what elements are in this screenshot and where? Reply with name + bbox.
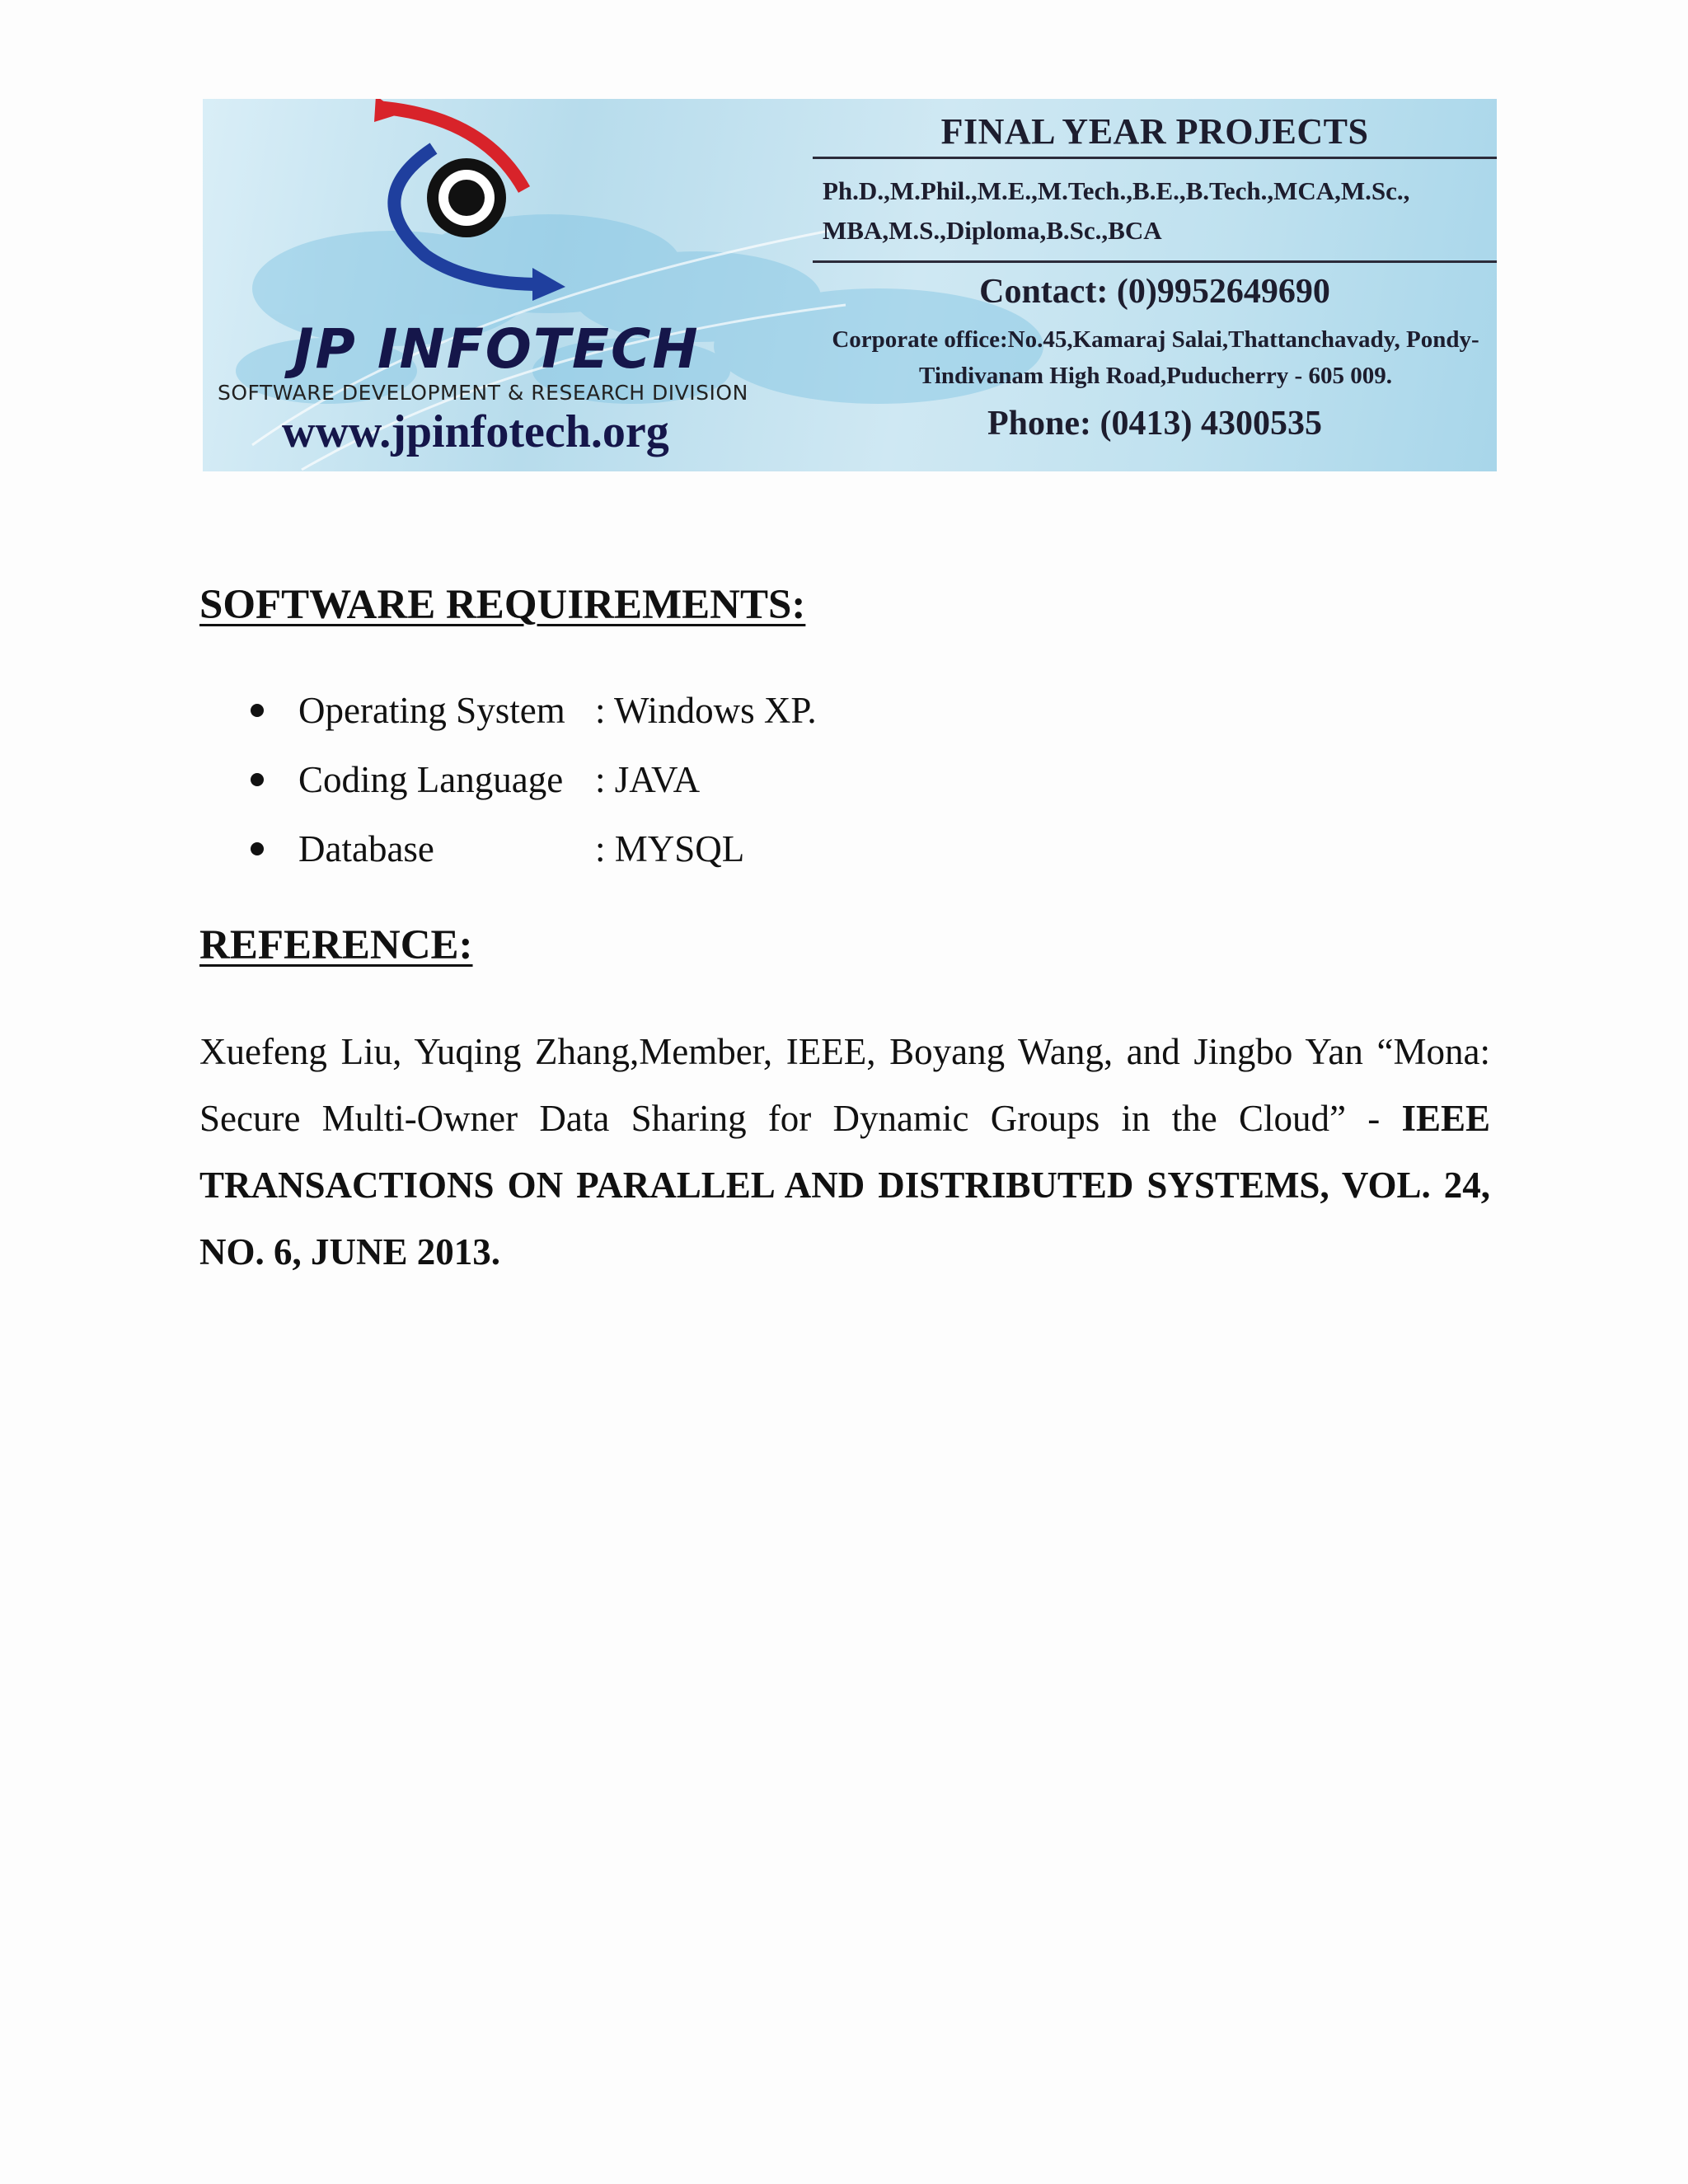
banner-divider xyxy=(813,260,1497,263)
software-requirements-heading: SOFTWARE REQUIREMENTS: xyxy=(199,582,806,628)
banner-address: Corporate office:No.45,Kamaraj Salai,Thattanchavady, Pondy-Tindivanam High Road,Puducherry - 605 009. xyxy=(832,326,1479,389)
reference-journal: IEEE TRANSACTIONS ON PARALLEL AND DISTRIBUTED SYSTEMS, VOL. 24, NO. 6, JUNE 2013. xyxy=(199,1098,1490,1272)
banner-phone: Phone: (0413) 4300535 xyxy=(987,405,1322,443)
requirement-value: : JAVA xyxy=(595,759,701,800)
requirement-label: Operating System xyxy=(298,690,565,731)
reference-paragraph xyxy=(199,1019,1490,1286)
bullet-icon xyxy=(251,842,264,855)
reference-citation: Xuefeng Liu, Yuqing Zhang,Member, IEEE, Boyang Wang, and Jingbo Yan “Mona: Secure Multi-Owner Data Sharing for Dynamic Groups in the Cloud” - xyxy=(199,1031,1490,1139)
requirement-value: : Windows XP. xyxy=(595,690,817,731)
logo-name: JP INFOTECH xyxy=(293,317,700,381)
banner-degrees: Ph.D.,M.Phil.,M.E.,M.Tech.,B.E.,B.Tech.,MCA,M.Sc., MBA,M.S.,Diploma,B.Sc.,BCA xyxy=(823,176,1410,245)
banner-divider xyxy=(813,157,1497,159)
header-banner xyxy=(203,99,1497,471)
eye-logo-icon xyxy=(326,99,574,313)
bullet-icon xyxy=(251,773,264,786)
requirement-label: Coding Language xyxy=(298,759,564,800)
website-url[interactable]: www.jpinfotech.org xyxy=(282,406,669,457)
bullet-icon xyxy=(251,704,264,717)
reference-heading: REFERENCE: xyxy=(199,922,473,968)
banner-title: FINAL YEAR PROJECTS xyxy=(940,111,1369,152)
logo-subtitle: SOFTWARE DEVELOPMENT & RESEARCH DIVISION xyxy=(218,381,748,405)
banner-info-panel xyxy=(813,99,1497,471)
banner-contact: Contact: (0)9952649690 xyxy=(979,273,1330,311)
requirement-value: : MYSQL xyxy=(595,828,745,869)
requirement-label: Database xyxy=(298,828,434,869)
